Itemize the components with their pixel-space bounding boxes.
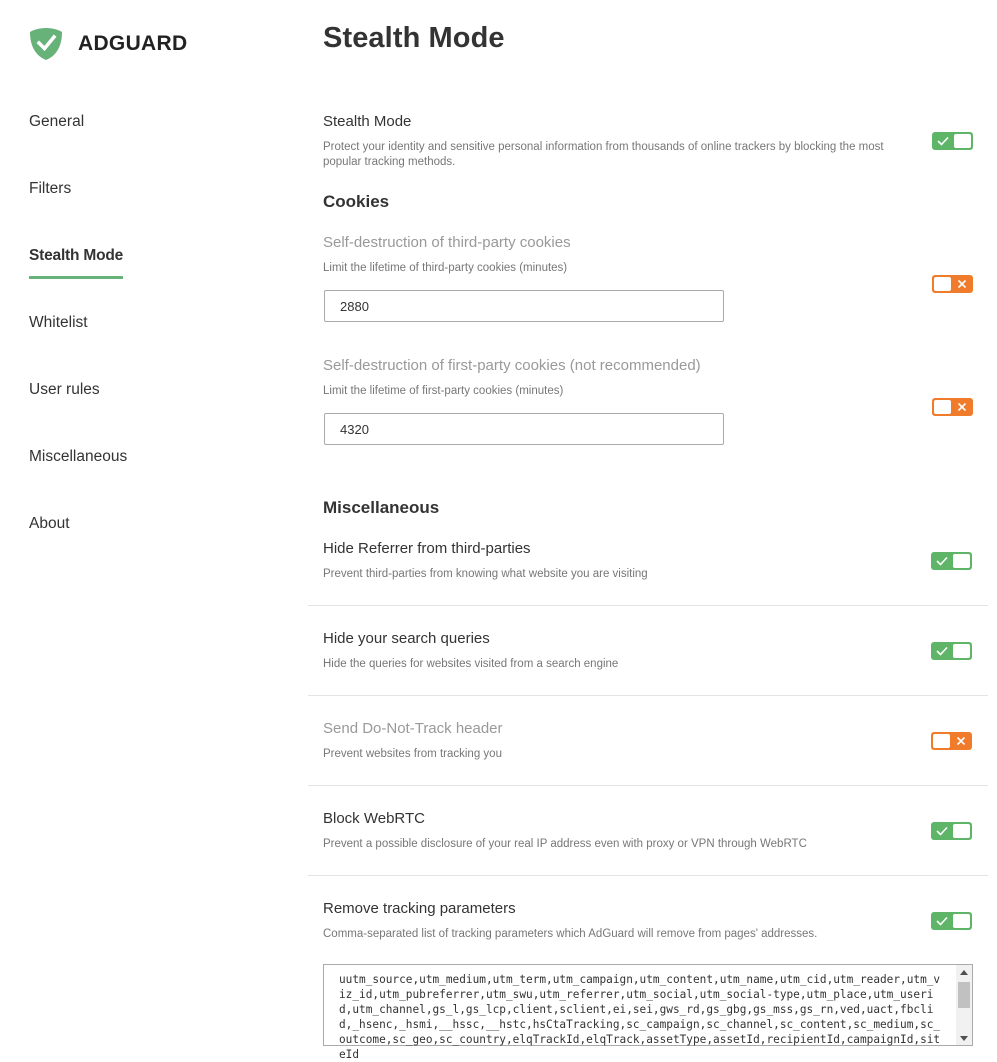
textarea-scrollbar[interactable] <box>956 965 972 1045</box>
sidebar-item-about[interactable]: About <box>29 515 70 532</box>
sidebar-item-miscellaneous[interactable]: Miscellaneous <box>29 448 128 465</box>
close-icon <box>951 732 971 750</box>
do-not-track-toggle[interactable] <box>931 732 972 750</box>
setting-description: Comma-separated list of tracking parameters which AdGuard will remove from pages' addresses. <box>323 928 818 940</box>
cookies-heading: Cookies <box>323 192 390 211</box>
setting-description: Prevent websites from tracking you <box>323 748 502 760</box>
shield-check-icon <box>28 26 64 62</box>
setting-description: Prevent a possible disclosure of your real IP address even with proxy or VPN through WebRTC <box>323 838 807 850</box>
scroll-down-arrow-icon[interactable] <box>956 1031 972 1045</box>
setting-description: Hide the queries for websites visited from a search engine <box>323 658 619 670</box>
divider <box>308 695 988 696</box>
tracking-parameters-text[interactable]: uutm_source,utm_medium,utm_term,utm_campaign,utm_content,utm_name,utm_cid,utm_reader,utm_viz_id,utm_pubreferrer,utm_swu,utm_referrer,utm_social,utm_social-type,utm_place,utm_userid,utm_channel,gs_l,gs_lcp,client,sclient,ei,sei,gws_rd,gs_gbg,gs_mss,gs_rn,ved,uact,fbclid,_hsenc,_hsmi,__hssc,__hstc,hsCtaTracking,sc_campaign,sc_channel,sc_content,sc_medium,sc_outcome,sc_geo,sc_country,elqTrackId,elqTrack,assetType,assetId,recipientId,campaignId,siteId <box>339 973 941 1061</box>
setting-description: Prevent third-parties from knowing what website you are visiting <box>323 568 648 580</box>
check-icon <box>933 132 953 150</box>
divider <box>308 785 988 786</box>
check-icon <box>932 642 952 660</box>
sidebar-item-whitelist[interactable]: Whitelist <box>29 314 88 331</box>
close-icon <box>952 398 972 416</box>
sidebar-item-stealth-mode[interactable]: Stealth Mode <box>29 247 124 264</box>
block-webrtc-setting <box>308 808 988 874</box>
setting-title: Self-destruction of third-party cookies <box>323 234 571 251</box>
third-party-cookies-minutes-input[interactable] <box>324 290 724 322</box>
setting-description: Limit the lifetime of first-party cookies (minutes) <box>323 385 564 397</box>
setting-title: Hide your search queries <box>323 630 490 647</box>
sidebar-item-general[interactable]: General <box>29 113 85 130</box>
miscellaneous-heading: Miscellaneous <box>323 498 440 517</box>
setting-description: Limit the lifetime of third-party cookies (minutes) <box>323 262 568 274</box>
setting-title: Stealth Mode <box>323 113 412 130</box>
first-party-cookies-toggle[interactable] <box>932 398 973 416</box>
setting-title: Hide Referrer from third-parties <box>323 540 531 557</box>
scrollbar-thumb[interactable] <box>958 982 970 1008</box>
setting-description: Protect your identity and sensitive personal information from thousands of online trackers by blocking the most popular tracking methods. <box>323 141 884 168</box>
brand-name: ADGUARD <box>78 32 188 55</box>
remove-tracking-parameters-setting <box>308 898 988 958</box>
divider <box>308 605 988 606</box>
setting-title: Self-destruction of first-party cookies (not recommended) <box>323 357 701 374</box>
third-party-cookies-toggle[interactable] <box>932 275 973 293</box>
scroll-up-arrow-icon[interactable] <box>956 965 972 979</box>
setting-title: Remove tracking parameters <box>323 900 516 917</box>
do-not-track-setting <box>308 718 988 784</box>
page-title: Stealth Mode <box>323 22 505 54</box>
close-icon <box>952 275 972 293</box>
check-icon <box>932 912 952 930</box>
check-icon <box>932 822 952 840</box>
remove-tracking-parameters-toggle[interactable] <box>931 912 972 930</box>
sidebar-item-user-rules[interactable]: User rules <box>29 381 100 398</box>
hide-search-queries-toggle[interactable] <box>931 642 972 660</box>
stealth-mode-toggle[interactable] <box>932 132 973 150</box>
hide-search-queries-setting <box>308 628 988 694</box>
divider <box>308 875 988 876</box>
adguard-logo[interactable] <box>28 26 187 62</box>
hide-referrer-toggle[interactable] <box>931 552 972 570</box>
hide-referrer-setting <box>308 538 988 604</box>
active-nav-indicator <box>29 276 123 279</box>
setting-title: Block WebRTC <box>323 810 425 827</box>
tracking-parameters-textarea[interactable] <box>323 964 973 1061</box>
first-party-cookies-minutes-input[interactable] <box>324 413 724 445</box>
block-webrtc-toggle[interactable] <box>931 822 972 840</box>
check-icon <box>932 552 952 570</box>
stealth-mode-setting <box>308 110 988 180</box>
setting-title: Send Do-Not-Track header <box>323 720 503 737</box>
sidebar-item-filters[interactable]: Filters <box>29 180 72 197</box>
